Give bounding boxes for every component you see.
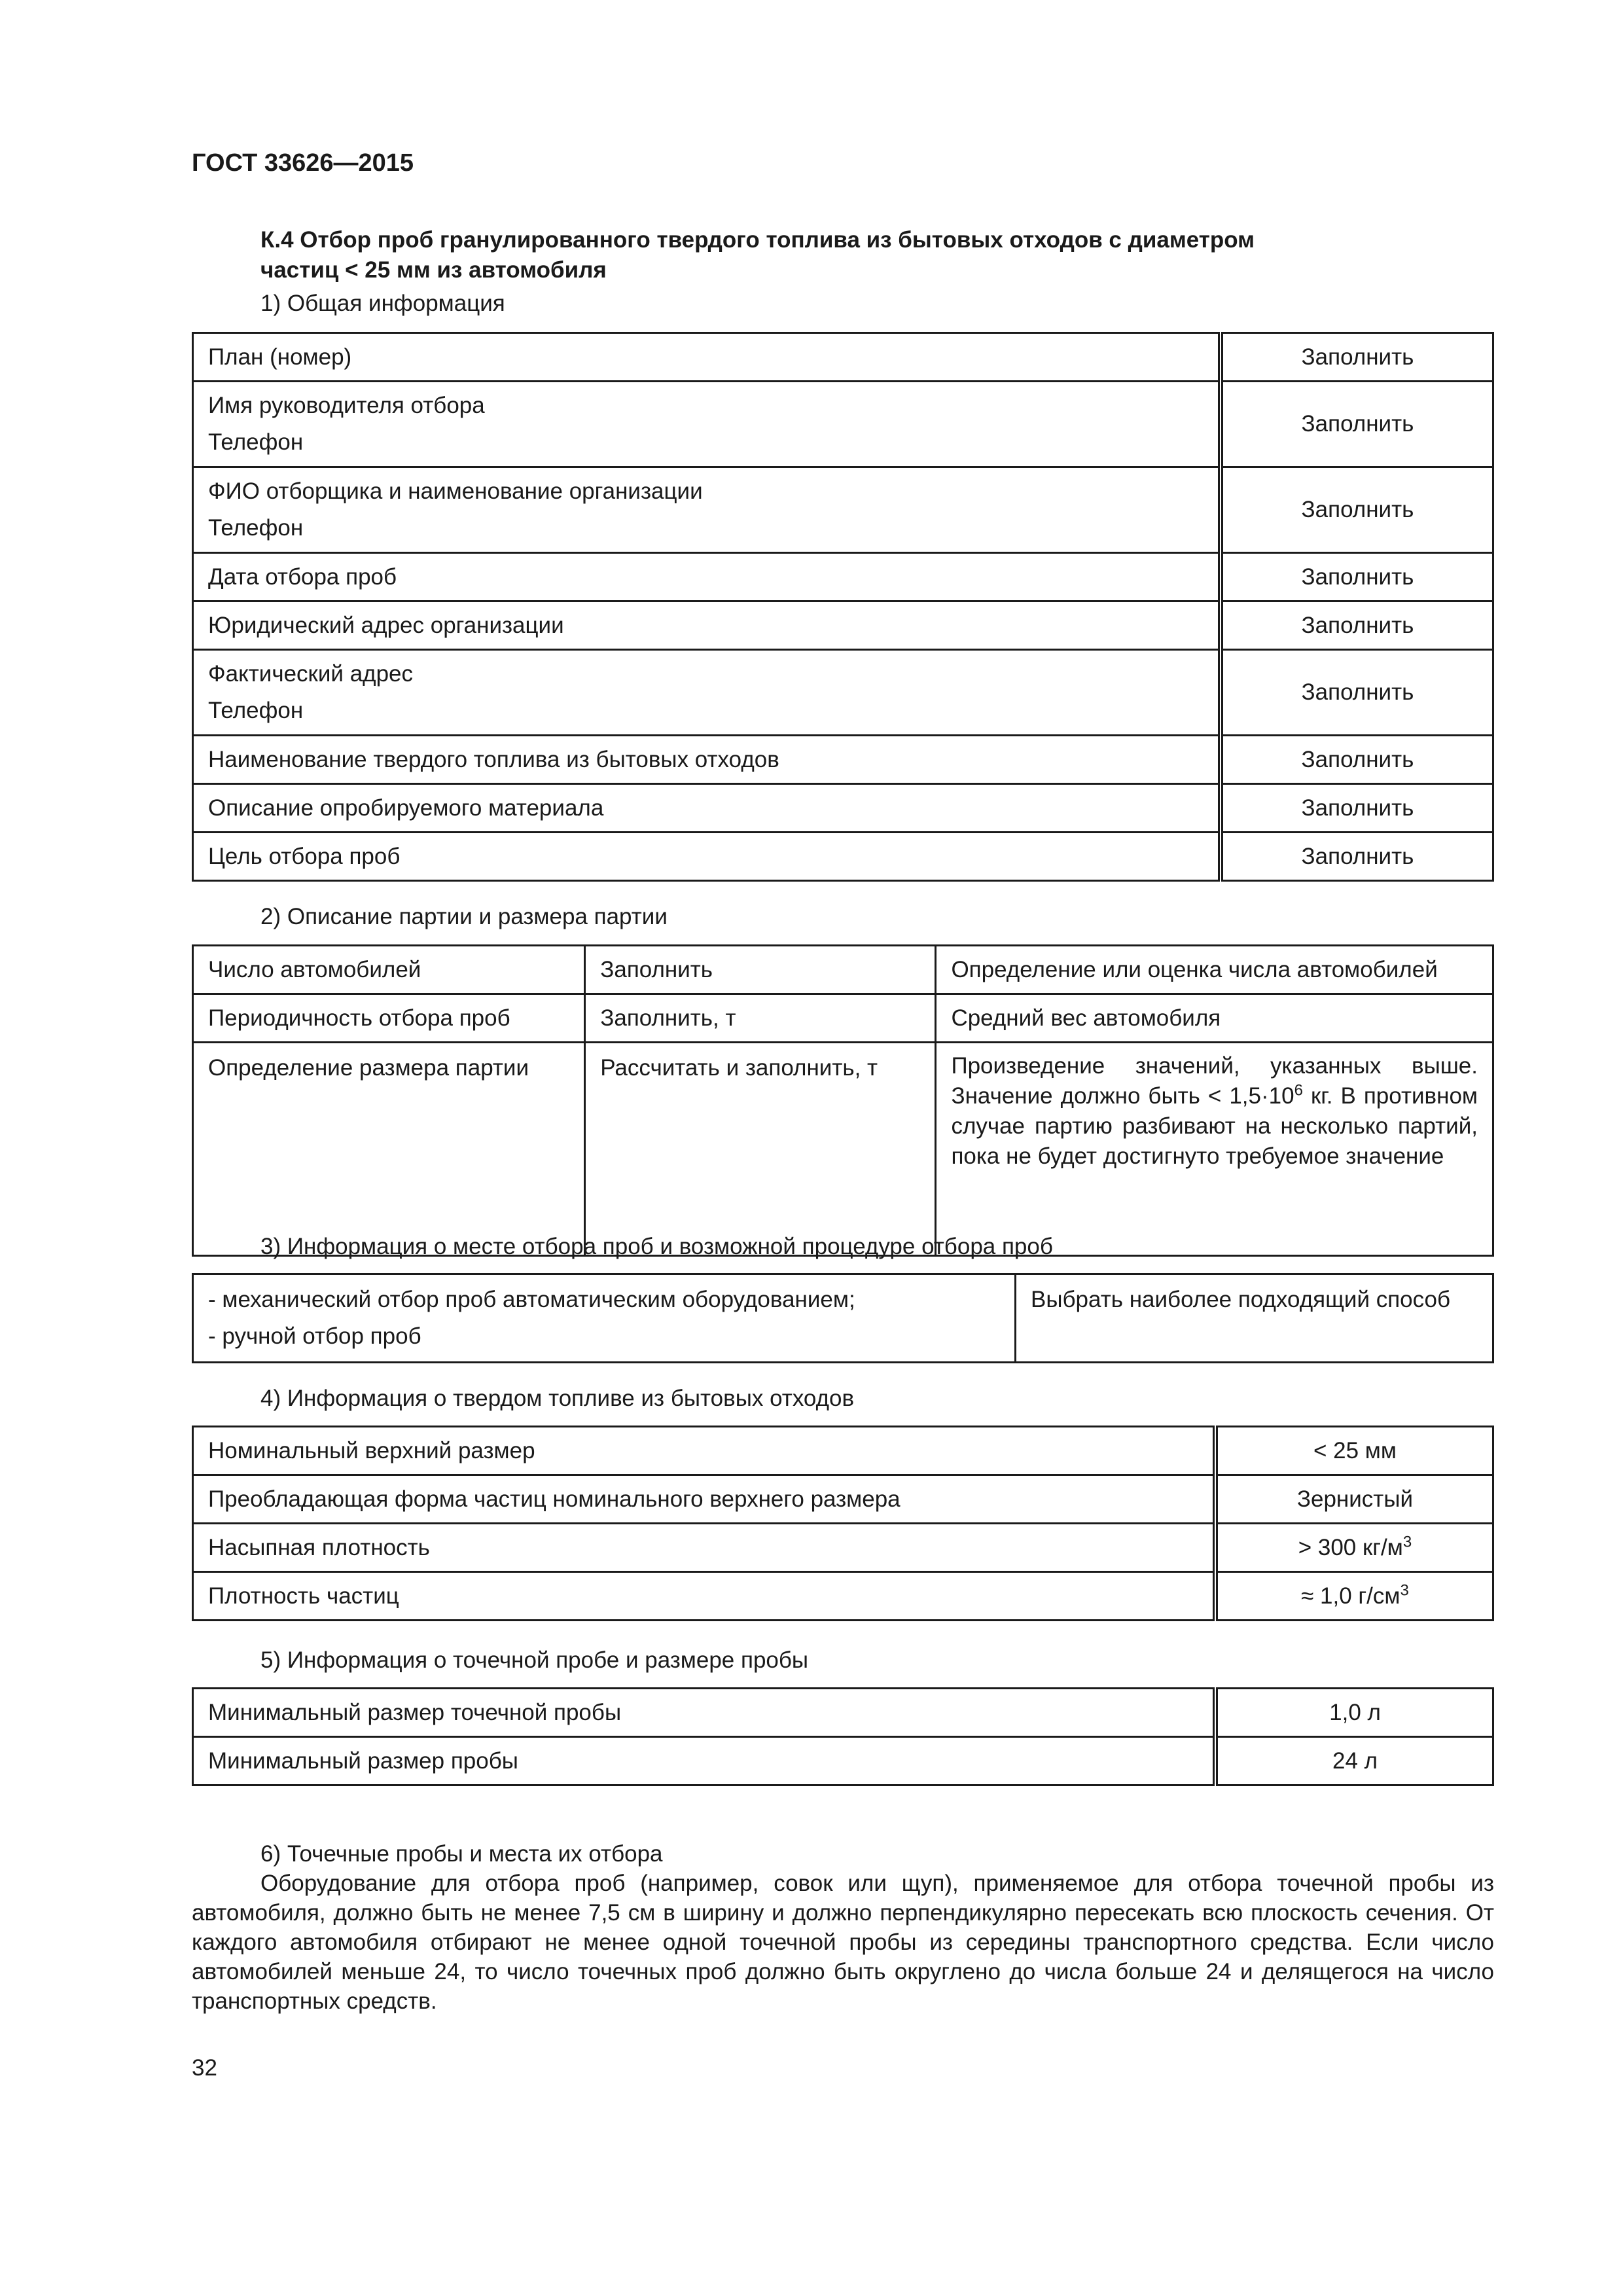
part3-heading: 3) Информация о месте отбора проб и возможной процедуре отбора проб bbox=[260, 1234, 1053, 1259]
section-title-line-1: К.4 Отбор проб гранулированного твердого топлива из бытовых отходов с диаметром bbox=[260, 227, 1255, 253]
table-row bbox=[193, 736, 1493, 784]
value-exponent: 3 bbox=[1402, 1532, 1412, 1551]
row-label: План (номер) bbox=[193, 333, 1221, 382]
document-code: ГОСТ 33626—2015 bbox=[192, 149, 414, 177]
value-text: > 300 кг/м bbox=[1298, 1534, 1403, 1560]
row-label-line: ФИО отборщика и наименование организации bbox=[208, 478, 703, 504]
table-row bbox=[193, 946, 1493, 994]
row-label-phone: Телефон bbox=[208, 429, 304, 455]
table-row bbox=[193, 382, 1493, 467]
cell-value: Заполнить, т bbox=[585, 994, 936, 1043]
cell-parameter: Число автомобилей bbox=[193, 946, 585, 994]
part6-block bbox=[192, 1839, 1494, 2016]
table-row bbox=[193, 333, 1493, 382]
row-value: < 25 мм bbox=[1215, 1427, 1493, 1475]
row-value: Заполнить bbox=[1221, 553, 1493, 601]
cell-value: Заполнить bbox=[585, 946, 936, 994]
cell-methods bbox=[193, 1274, 1016, 1363]
row-label: Юридический адрес организации bbox=[193, 601, 1221, 650]
row-label: Наименование твердого топлива из бытовых отходов bbox=[193, 736, 1221, 784]
table-row bbox=[193, 994, 1493, 1043]
part4-heading: 4) Информация о твердом топливе из бытовых отходов bbox=[260, 1386, 855, 1411]
sampling-site-table bbox=[192, 1273, 1494, 1363]
table-row bbox=[193, 467, 1493, 553]
row-label: Насыпная плотность bbox=[193, 1524, 1215, 1572]
part1-heading: 1) Общая информация bbox=[260, 291, 505, 316]
row-label-line: Фактический адрес bbox=[208, 661, 414, 687]
part2-heading: 2) Описание партии и размера партии bbox=[260, 904, 668, 929]
table-row bbox=[193, 650, 1493, 736]
row-label: Описание опробируемого материала bbox=[193, 784, 1221, 833]
cell-parameter: Определение размера партии bbox=[193, 1043, 585, 1256]
cell-note: Средний вес автомобиля bbox=[936, 994, 1493, 1043]
page-number: 32 bbox=[192, 2055, 217, 2081]
part6-heading: 6) Точечные пробы и места их отбора bbox=[260, 1841, 663, 1867]
row-label: Номинальный верхний размер bbox=[193, 1427, 1215, 1475]
general-info-table bbox=[192, 332, 1494, 882]
table-row bbox=[193, 601, 1493, 650]
cell-note bbox=[936, 1043, 1493, 1256]
row-value: Заполнить bbox=[1221, 467, 1493, 553]
row-label-line: Имя руководителя отбора bbox=[208, 393, 485, 418]
cell-note: Определение или оценка числа автомобилей bbox=[936, 946, 1493, 994]
cell-choice: Выбрать наиболее подходящий способ bbox=[1016, 1274, 1493, 1363]
part5-heading: 5) Информация о точечной пробе и размере пробы bbox=[260, 1647, 809, 1673]
table-row bbox=[193, 1524, 1493, 1572]
table-row bbox=[193, 1427, 1493, 1475]
row-value: Заполнить bbox=[1221, 601, 1493, 650]
method-mechanical: - механический отбор проб автоматическим оборудованием; bbox=[208, 1287, 855, 1312]
row-label: Минимальный размер точечной пробы bbox=[193, 1689, 1216, 1737]
row-value: Заполнить bbox=[1221, 833, 1493, 881]
section-title-line-2: частиц < 25 мм из автомобиля bbox=[260, 257, 607, 283]
row-value: 1,0 л bbox=[1215, 1689, 1493, 1737]
row-label: Дата отбора проб bbox=[193, 553, 1221, 601]
note-text-a: Произведение значений, указанных выше. Значение должно быть < 1,5·10 bbox=[951, 1053, 1478, 1109]
value-text: ≈ 1,0 г/см bbox=[1301, 1583, 1400, 1609]
method-manual: - ручной отбор проб bbox=[208, 1323, 421, 1349]
cell-parameter: Периодичность отбора проб bbox=[193, 994, 585, 1043]
row-label: Преобладающая форма частиц номинального верхнего размера bbox=[193, 1475, 1215, 1524]
table-row bbox=[193, 784, 1493, 833]
value-exponent: 3 bbox=[1400, 1581, 1409, 1599]
row-label: Плотность частиц bbox=[193, 1572, 1215, 1621]
row-value: Заполнить bbox=[1221, 736, 1493, 784]
section-title bbox=[260, 225, 1386, 285]
table-row bbox=[193, 1572, 1493, 1621]
row-label bbox=[193, 650, 1221, 736]
row-value: Заполнить bbox=[1221, 382, 1493, 467]
row-label bbox=[193, 382, 1221, 467]
table-row bbox=[193, 553, 1493, 601]
part6-paragraph: Оборудование для отбора проб (например, совок или щуп), применяемое для отбора точечной пробы из автомобиля, должно быть не менее 7,5 см в ширину и должно перпендикулярно пересекать всю плоскость сечения. От каждого автомобиля отбирают не менее одной точечной пробы из середины транспортного средства. Если число автомобилей меньше 24, то число точечных проб должно быть округлено до числа больше 24 и делящегося на число транспортных средств. bbox=[192, 1871, 1494, 2014]
row-value: Заполнить bbox=[1221, 784, 1493, 833]
batch-description-table bbox=[192, 944, 1494, 1257]
row-value: Заполнить bbox=[1221, 333, 1493, 382]
row-label: Цель отбора проб bbox=[193, 833, 1221, 881]
row-value bbox=[1215, 1572, 1493, 1621]
row-label: Минимальный размер пробы bbox=[193, 1737, 1216, 1785]
row-label-phone: Телефон bbox=[208, 515, 304, 541]
table-row bbox=[193, 833, 1493, 881]
row-label-phone: Телефон bbox=[208, 698, 304, 723]
fuel-info-table bbox=[192, 1426, 1494, 1621]
table-row bbox=[193, 1737, 1493, 1785]
table-row bbox=[193, 1043, 1493, 1256]
increment-size-table bbox=[192, 1687, 1494, 1786]
note-exponent: 6 bbox=[1294, 1081, 1303, 1100]
row-value: Заполнить bbox=[1221, 650, 1493, 736]
note-text-b: кг. В противном случае партию разбивают на несколько партий, пока не будет достигнуто требуемое значение bbox=[951, 1083, 1478, 1169]
table-row bbox=[193, 1475, 1493, 1524]
row-value bbox=[1215, 1524, 1493, 1572]
cell-value: Рассчитать и заполнить, т bbox=[585, 1043, 936, 1256]
row-label bbox=[193, 467, 1221, 553]
table-row bbox=[193, 1689, 1493, 1737]
row-value: Зернистый bbox=[1215, 1475, 1493, 1524]
table-row bbox=[193, 1274, 1493, 1363]
row-value: 24 л bbox=[1215, 1737, 1493, 1785]
